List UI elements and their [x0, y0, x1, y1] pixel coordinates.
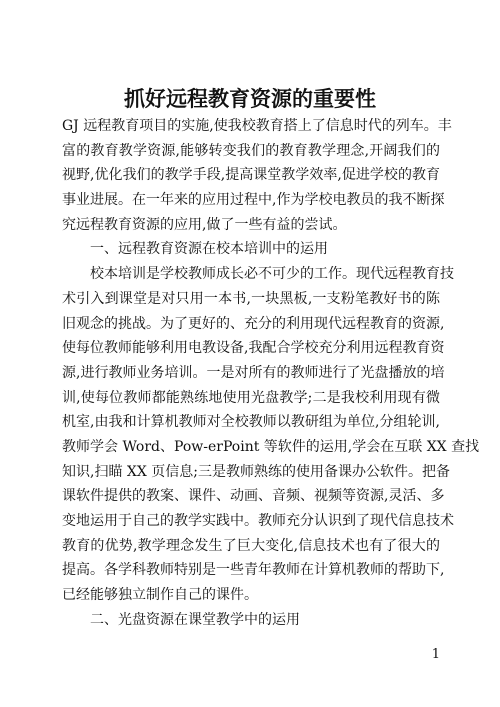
paragraph-line: 教师学会 Word、Pow-erPoint 等软件的运用,学会在互联 XX 查找	[62, 438, 480, 455]
paragraph-line: 源,进行教师业务培训。一是对所有的教师进行了光盘播放的培	[62, 364, 445, 381]
paragraph-line: 究远程教育资源的应用,做了一些有益的尝试。	[62, 216, 347, 233]
document-body	[62, 114, 480, 632]
section-heading: 二、光盘资源在课堂教学中的运用	[90, 611, 300, 628]
paragraph-line: 旧观念的挑战。为了更好的、充分的利用现代远程教育的资源,	[62, 315, 445, 332]
page-number: 1	[431, 647, 440, 662]
paragraph-line: 知识,扫瞄 XX 页信息;三是教师熟练的使用备课办公软件。把备	[62, 463, 450, 480]
section-heading: 一、远程教育资源在校本培训中的运用	[90, 241, 328, 258]
paragraph-line: 视野,优化我们的教学手段,提高课堂教学效率,促进学校的教育	[62, 167, 440, 184]
paragraph-line: 提高。各学科教师特别是一些青年教师在计算机教师的帮助下,	[62, 562, 445, 579]
paragraph-line: GJ 远程教育项目的实施,使我校教育搭上了信息时代的列车。丰	[62, 118, 452, 134]
paragraph-line: 已经能够独立制作自己的课件。	[62, 587, 258, 604]
paragraph-line: 课软件提供的教案、课件、动画、音频、视频等资源,灵活、多	[62, 488, 445, 505]
paragraph-line: 变地运用于自己的教学实践中。教师充分认识到了现代信息技术	[62, 513, 454, 529]
paragraph-line: 校本培训是学校教师成长必不可少的工作。现代远程教育技	[90, 266, 454, 283]
paragraph-line: 富的教育教学资源,能够转变我们的教育教学理念,开阔我们的	[62, 142, 440, 159]
document-title: 抓好远程教育资源的重要性	[124, 87, 376, 111]
paragraph-line: 术引入到课堂是对只用一本书,一块黑板,一支粉笔教好书的陈	[62, 290, 440, 307]
paragraph-line: 使每位教师能够利用电教设备,我配合学校充分利用远程教育资	[62, 340, 445, 357]
paragraph-line: 训,使每位教师都能熟练地使用光盘教学;二是我校利用现有微	[62, 389, 440, 406]
paragraph-line: 教育的优势,教学理念发生了巨大变化,信息技术也有了很大的	[62, 537, 440, 554]
paragraph-line: 事业进展。在一年来的应用过程中,作为学校电教员的我不断探	[62, 192, 445, 209]
paragraph-line: 机室,由我和计算机教师对全校教师以教研组为单位,分组轮训,	[62, 414, 440, 431]
